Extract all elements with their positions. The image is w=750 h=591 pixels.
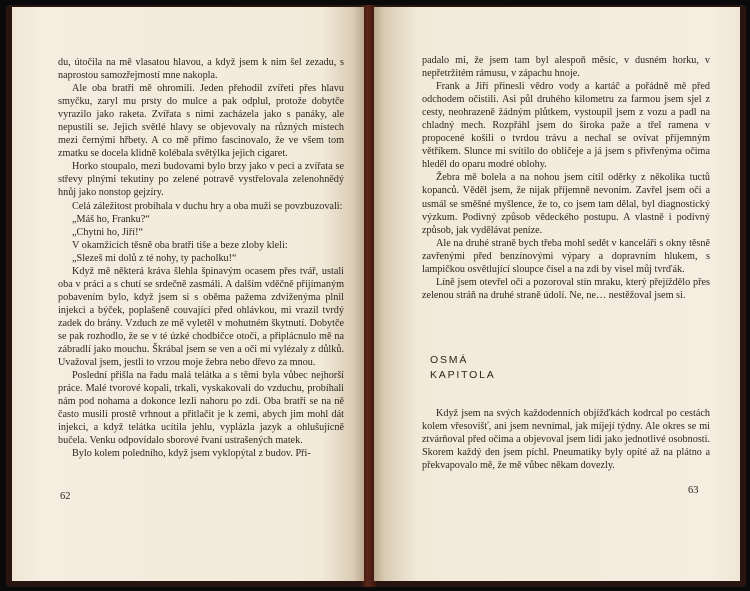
paragraph: Ale oba bratři mě ohromili. Jeden přehodil zvířeti přes hlavu smyčku, zaryl mu prsty do mulce a pak odplul, protože dobytče vyrazilo jako raketa. Zvířata s nimi zacházela jako s panáky, ale nepustili se. Jejich světlé hlavy se objevovaly na různých místech mezi černými hřbety. A co mě přímo fascinovalo, že ve všem tom zmatku se docela klidně kolébala světýlka jejich cigaret.	[58, 83, 344, 160]
open-book	[6, 5, 746, 587]
paragraph: V okamžicích těsně oba bratři tiše a beze zloby kleli:	[72, 239, 288, 251]
paragraph: „Slezeš mi dolů z té nohy, ty pacholku!“	[72, 252, 237, 264]
paragraph: Horko stoupalo, mezi budovami bylo brzy jako v peci a zvířata se střevy plnými tekutiny po zelené potravě vystřelovala zelenohnědý hnůj jako nonstop gejzíry.	[58, 161, 344, 199]
left-page-body-text	[58, 56, 344, 460]
paragraph: Ale na druhé straně bych třeba mohl sedět v kanceláři s okny těsně zavřenými před benzínovými výpary a dopravním hlukem, s lampičkou osvětlující sloupce čísel a na zdi by visel můj tvrďák.	[422, 237, 710, 275]
paragraph: „Máš ho, Franku?“	[72, 213, 150, 225]
left-page	[12, 7, 364, 581]
paragraph: du, útočila na mě vlasatou hlavou, a když jsem k nim šel zezadu, s naprostou samozřejmostí mne nakopla.	[58, 57, 344, 82]
paragraph: Bylo kolem poledního, když jsem vyklopýtal z budov. Při-	[72, 448, 311, 460]
chapter-heading-line1: OSMÁ	[430, 354, 469, 366]
right-page	[374, 7, 740, 581]
paragraph: Frank a Jiří přinesli vědro vody a kartáč a pořádně mě před odchodem očistili. Asi půl druhého kilometru za farmou jsem sjel z cesty, neohrazeně žádným plůtkem, vystoupil jsem z vozu a padl na chladný mech. Rozpřáhl jsem do široka paže a třel ramena v propocené košili o tvrdou trávu a nechal se ovívat příjemným větříkem. Slunce mi svítilo do obličeje a já jsem s přivřenýma očima hleděl do oparu modré oblohy.	[422, 81, 710, 171]
paragraph: „Chytni ho, Jiří!“	[72, 226, 144, 238]
chapter-body-text	[422, 407, 710, 472]
page-number-left: 62	[60, 491, 71, 502]
right-page-body-text	[422, 54, 710, 302]
paragraph: Poslední přišla na řadu malá telátka a s těmi byla vůbec nejhorší práce. Malé tvorové kopali, trkali, vyskakovali do vzduchu, probíhali nám pod nohama a dokonce lezli nahoru po zdi. Oba bratři se na ně často musili prostě vrhnout a přitlačit je k zemi, abych jim mohl dát injekci, a když telátka ucítila jehlu, vyplázla jazyk a ohlušujícně bučela. Venku odpovídalo sborové řvaní ustrašených matek.	[58, 370, 344, 447]
page-number-right: 63	[688, 485, 699, 496]
paragraph: Když jsem na svých každodenních objížďkách kodrcal po cestách kolem vřesovišť, ani jsem nevnímal, jak míjejí týdny. Ale okres se mi ztvárňoval před očima a objevoval jsem lidi jako jednotlivé osobnosti. Skorem každý den jsem píchl. Pneumatiky byly opíté až na plátno a překvapovalo mě, že mě vůbec někam dovezly.	[422, 408, 710, 472]
chapter-heading-line2: KAPITOLA	[430, 369, 496, 381]
paragraph: Žebra mě bolela a na nohou jsem cítil oděrky z několika tuctů kopanců. Věděl jsem, že nijak příjemně nevoním. Zavřel jsem oči a usmál se směšné myšlence, že to, co jsem tam dělal, byl diagnostický výzkum. Podivný způsob vědeckého postupu. A vlastně i podivný způsob, jak vydělávat peníze.	[422, 172, 710, 236]
paragraph: Líně jsem otevřel oči a pozoroval stín mraku, který přejíždělo přes zelenou stráň na druhé straně údolí. Ne, ne… nestěžoval jsem si.	[422, 276, 710, 301]
chapter-heading	[430, 353, 496, 383]
paragraph: Celá záležitost probíhala v duchu hry a oba muži se povzbuzovali:	[72, 200, 343, 212]
paragraph: padalo mi, že jsem tam byl alespoň měsíc, v dusném horku, v nepřetržitém rámusu, v zápachu hnoje.	[422, 55, 710, 80]
paragraph: Když mě některá kráva šlehla špinavým ocasem přes tvář, ustali oba v práci a s chutí se srdečně zasmáli. A dalším vděčně přijímaným pobavením bylo, když jsem si s oběma pažema zdviženýma plnil injekci a býček, poplašeně couvající před ohlávkou, mi vrazil tvrdý zadek do brány. Vzduch ze mě vyletěl v mohutném škytnutí. Dobytče se pak rozhodlo, že se v té úzké chodbičce otočí, a připlácnulo mě na zábradlí jako mouchu. Škrábal jsem se ven a oči mi vylézaly z důlků. Uvažoval jsem, jestli to vrzou moje žebra nebo dřevo za mnou.	[58, 265, 344, 369]
